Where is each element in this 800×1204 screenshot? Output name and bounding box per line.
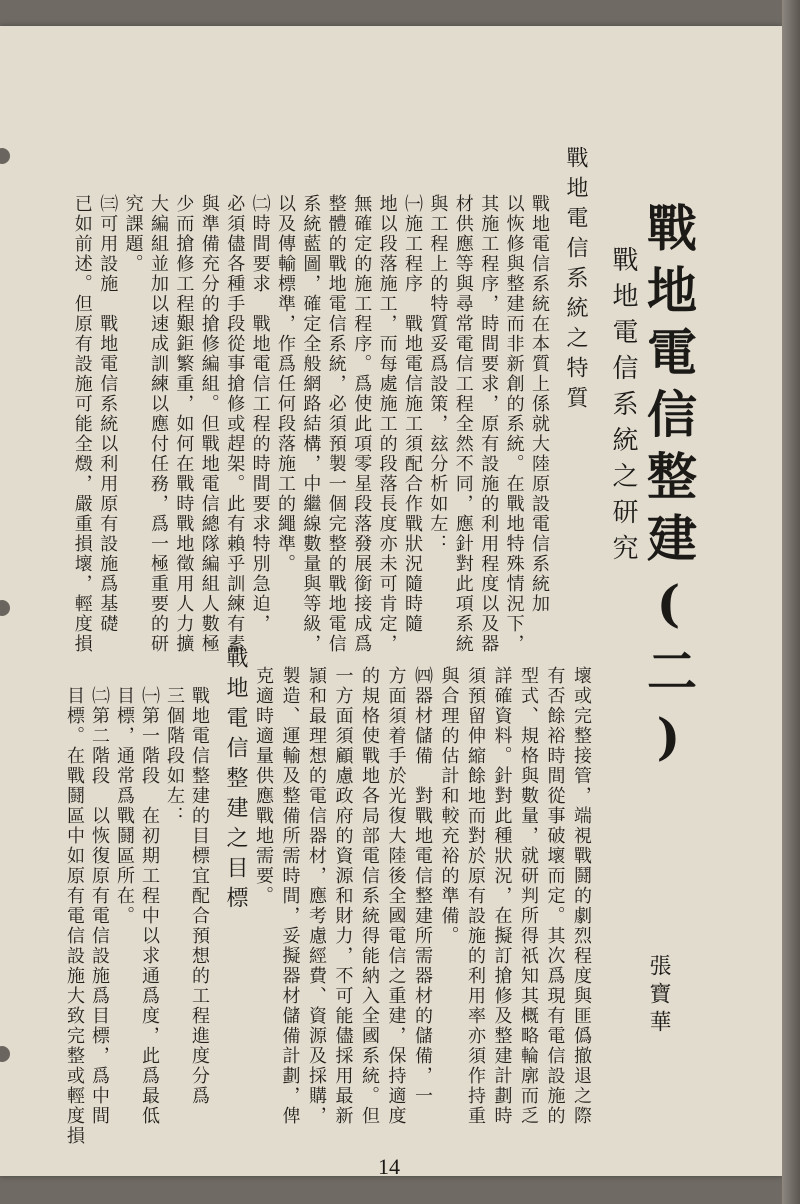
text-column: 的規格使戰地各局部電信系統得能納入全國系統。但 bbox=[359, 666, 380, 1126]
text-column: 與合理的估計和較充裕的準備。 bbox=[438, 666, 460, 946]
text-column: 製造、運輸及整備所需時間，妥擬器材儲備計劃，俾 bbox=[279, 666, 301, 1126]
text-column: ㈡時間要求 戰地電信工程的時間要求特別急迫， bbox=[249, 194, 271, 634]
text-column: 戰地電信系統在本質上係就大陸原設電信系統加 bbox=[529, 194, 550, 614]
text-column: 目標，通常爲戰鬪區所在。 bbox=[114, 686, 135, 926]
text-column: ㈢可用設施 戰地電信系統以利用原有設施爲基礎 bbox=[97, 194, 119, 634]
text-column: 必須儘各種手段從事搶修或趕架。此有賴乎訓練有素 bbox=[224, 194, 246, 654]
text-column: 以及傳輸標準，作爲任何段落施工的繩準。 bbox=[275, 194, 296, 574]
article-subtitle: 戰地電信系統之研究 bbox=[608, 246, 638, 570]
text-column: 系統藍圖，確定全般網路結構，中繼線數量與等級， bbox=[300, 194, 322, 654]
binding-hole bbox=[0, 148, 10, 164]
text-column: 地以段落施工，而每處施工的段落長度亦未可肯定， bbox=[376, 194, 398, 654]
text-column: 一方面須顧慮政府的資源和財力，不可能儘採用最新 bbox=[332, 666, 354, 1126]
text-column: ㈠施工程序 戰地電信施工須配合作戰狀況隨時隨 bbox=[402, 194, 423, 634]
text-column: 詳確資料。針對此種狀況，在擬訂搶修及整建計劃時 bbox=[491, 666, 513, 1126]
text-column: 與準備充分的搶修編組。但戰地電信總隊編組人數極 bbox=[198, 194, 220, 654]
text-column: ㈡第二階段 以恢復原有電信設施爲目標，爲中間 bbox=[89, 686, 110, 1126]
binding-hole bbox=[0, 600, 10, 616]
text-column: 克適時適量供應戰地需要。 bbox=[253, 666, 274, 906]
text-column: 其施工程序，時間要求，原有設施的利用程度以及器 bbox=[478, 194, 500, 654]
text-column: 以恢修與整建而非新創的系統。在戰地特殊情況下， bbox=[503, 194, 525, 654]
text-column: 三個階段如左： bbox=[164, 686, 185, 826]
text-column: 方面須着手於光復大陸後全國電信之重建，保持適度 bbox=[385, 666, 407, 1126]
text-column: 壞或完整接管，端視戰鬪的劇烈程度與匪僞撤退之際 bbox=[571, 666, 592, 1126]
page-edge-shadow bbox=[782, 0, 800, 1204]
text-column: 有否餘裕時間從事破壞而定。其次爲現有電信設施的 bbox=[544, 666, 566, 1126]
author-name: 張寶華 bbox=[646, 954, 671, 1038]
text-column: 型式、規格與數量，就研判所得祇知其概略輪廓而乏 bbox=[518, 666, 539, 1126]
text-column: ㈣器材儲備 對戰地電信整建所需器材的儲備，一 bbox=[412, 666, 433, 1106]
text-column: ㈠第一階段 在初期工程中以求通爲度，此爲最低 bbox=[139, 686, 160, 1126]
page-number: 14 bbox=[378, 1154, 400, 1179]
text-column: 須預留伸縮餘地而對於原有設施的利用率亦須作持重 bbox=[465, 666, 486, 1126]
text-column: 究課題。 bbox=[122, 194, 144, 274]
text-column: 大編組並加以速成訓練以應付任務，爲一極重要的研 bbox=[148, 194, 169, 654]
text-column: 材供應等與尋常電信工程全然不同，應針對此項系統 bbox=[452, 194, 474, 654]
text-column: 無確定的施工程序。爲使此項零星段落發展銜接成爲 bbox=[351, 194, 373, 654]
section-heading-top: 戰地電信系統之特質 bbox=[563, 146, 588, 416]
text-column: 與工程上的特質妥爲設策，玆分析如左： bbox=[427, 194, 449, 554]
article-title: 戰地電信整建(二) bbox=[639, 202, 698, 778]
text-column: 已如前述。但原有設施可能全燬，嚴重損壞，輕度損 bbox=[71, 194, 93, 654]
text-column: 頴和最理想的電信器材，應考慮經費、資源及採購， bbox=[306, 666, 327, 1126]
text-column: 整體的戰地電信系統，必須預製一個完整的戰地電信 bbox=[325, 194, 347, 654]
document-page bbox=[0, 26, 782, 1179]
text-column: 目標。在戰鬪區中如原有電信設施大致完整或輕度損 bbox=[64, 686, 85, 1146]
binding-hole bbox=[0, 1046, 10, 1062]
text-column: 少而搶修工程艱鉅繁重，如何在戰時戰地徵用人力擴 bbox=[173, 194, 195, 654]
text-column: 戰地電信整建的目標宜配合預想的工程進度分爲 bbox=[189, 686, 210, 1106]
section-heading-bottom: 戰地電信整建之目標 bbox=[223, 646, 248, 916]
